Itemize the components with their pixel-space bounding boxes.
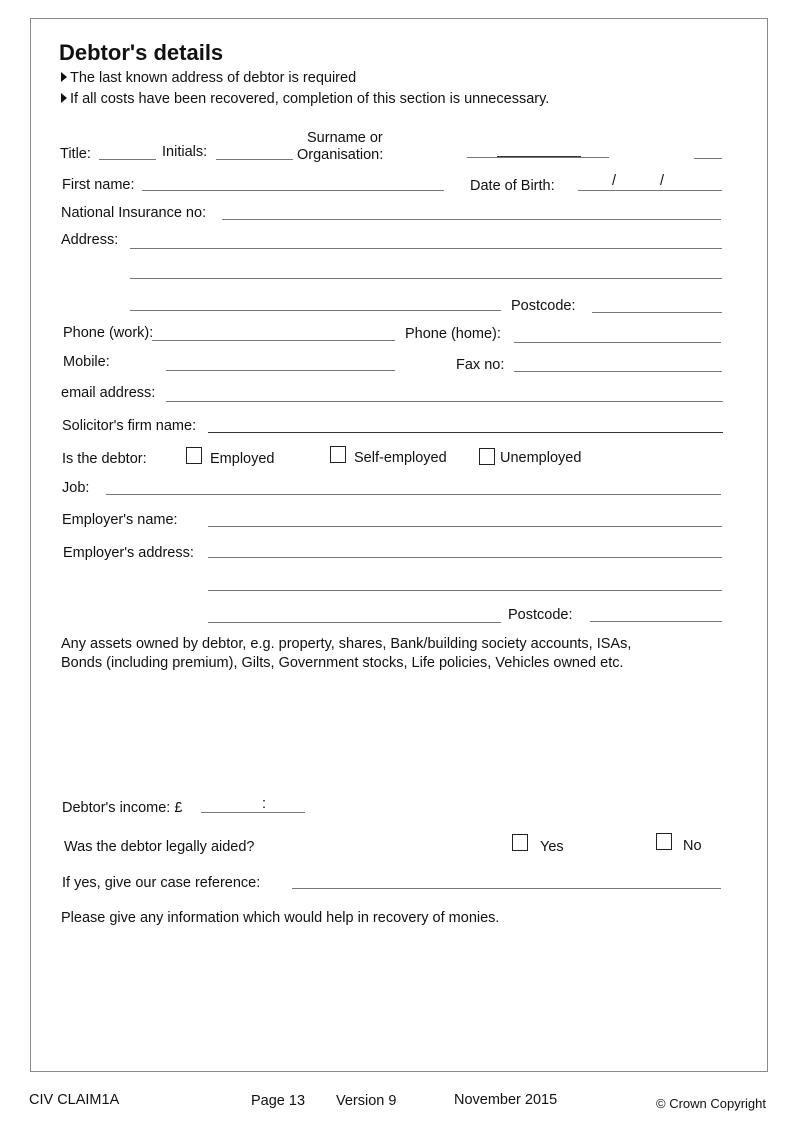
unemployed-checkbox[interactable]	[479, 448, 495, 465]
dob-field[interactable]	[578, 190, 722, 191]
employer-postcode-label: Postcode:	[508, 607, 573, 623]
dob-label: Date of Birth:	[470, 178, 555, 194]
employer-address-label: Employer's address:	[63, 545, 194, 561]
postcode-field[interactable]	[592, 312, 722, 313]
legal-aid-yes-checkbox[interactable]	[512, 834, 528, 851]
assets-text-line1: Any assets owned by debtor, e.g. property, shares, Bank/building society accounts, ISAs,	[61, 636, 632, 652]
employer-address-line-2[interactable]	[208, 590, 722, 591]
initials-label: Initials:	[162, 144, 208, 160]
solicitor-label: Solicitor's firm name:	[62, 418, 197, 434]
ni-field[interactable]	[222, 219, 721, 220]
phone-home-field[interactable]	[514, 342, 721, 343]
legal-aid-label: Was the debtor legally aided?	[64, 839, 255, 855]
income-label: Debtor's income: £	[62, 800, 183, 816]
legal-aid-yes-label: Yes	[540, 839, 564, 855]
case-ref-field[interactable]	[292, 888, 721, 889]
job-label: Job:	[62, 480, 90, 496]
footer-version: Version 9	[336, 1093, 397, 1109]
address-label: Address:	[61, 232, 119, 248]
unemployed-label: Unemployed	[500, 450, 582, 466]
bullet-arrow-icon	[61, 72, 67, 82]
note-address-required: The last known address of debtor is required	[61, 70, 356, 87]
fax-label: Fax no:	[456, 357, 505, 373]
case-ref-label: If yes, give our case reference:	[62, 875, 261, 891]
title-field[interactable]	[99, 159, 156, 160]
postcode-label: Postcode:	[511, 298, 576, 314]
note-costs-recovered: If all costs have been recovered, completion of this section is unnecessary.	[61, 91, 549, 108]
surname-field[interactable]	[467, 157, 609, 158]
employer-name-field[interactable]	[208, 526, 722, 527]
mobile-label: Mobile:	[63, 354, 110, 370]
section-title: Debtor's details	[59, 40, 224, 65]
surname-field-end[interactable]	[694, 158, 722, 159]
address-line-2[interactable]	[130, 278, 722, 279]
surname-label-line1: Surname or	[307, 130, 383, 146]
bullet-arrow-icon	[61, 93, 67, 103]
employer-address-line-3[interactable]	[208, 622, 501, 623]
email-label: email address:	[61, 385, 156, 401]
surname-field-mark	[497, 156, 581, 157]
footer-copyright: © Crown Copyright	[656, 1096, 767, 1111]
self-employed-label: Self-employed	[354, 450, 447, 466]
footer-form-id: CIV CLAIM1A	[29, 1092, 120, 1108]
info-label: Please give any information which would help in recovery of monies.	[61, 910, 500, 926]
footer-page: Page 13	[251, 1093, 306, 1109]
assets-text-line2: Bonds (including premium), Gilts, Government stocks, Life policies, Vehicles owned etc.	[61, 655, 624, 671]
employer-address-line-1[interactable]	[208, 557, 722, 558]
dob-separator-2: /	[660, 173, 665, 189]
mobile-field[interactable]	[166, 370, 395, 371]
footer-date: November 2015	[454, 1092, 558, 1108]
employed-checkbox[interactable]	[186, 447, 202, 464]
fax-field[interactable]	[514, 371, 722, 372]
ni-label: National Insurance no:	[61, 205, 207, 221]
first-name-field[interactable]	[142, 190, 444, 191]
income-field[interactable]	[201, 812, 305, 813]
is-debtor-label: Is the debtor:	[62, 451, 147, 467]
phone-work-label: Phone (work):	[63, 325, 154, 341]
title-label: Title:	[60, 146, 91, 162]
employer-postcode-field[interactable]	[590, 621, 722, 622]
address-line-3[interactable]	[130, 310, 501, 311]
phone-work-field[interactable]	[152, 340, 395, 341]
dob-separator-1: /	[612, 173, 617, 189]
employer-name-label: Employer's name:	[62, 512, 178, 528]
solicitor-field[interactable]	[208, 432, 723, 433]
first-name-label: First name:	[62, 177, 135, 193]
self-employed-checkbox[interactable]	[330, 446, 346, 463]
initials-field[interactable]	[216, 159, 293, 160]
legal-aid-no-label: No	[683, 838, 702, 854]
email-field[interactable]	[166, 401, 723, 402]
employed-label: Employed	[210, 451, 275, 467]
phone-home-label: Phone (home):	[405, 326, 501, 342]
surname-label-line2: Organisation:	[297, 147, 384, 163]
address-line-1[interactable]	[130, 248, 722, 249]
income-separator: :	[262, 796, 267, 812]
job-field[interactable]	[106, 494, 721, 495]
legal-aid-no-checkbox[interactable]	[656, 833, 672, 850]
